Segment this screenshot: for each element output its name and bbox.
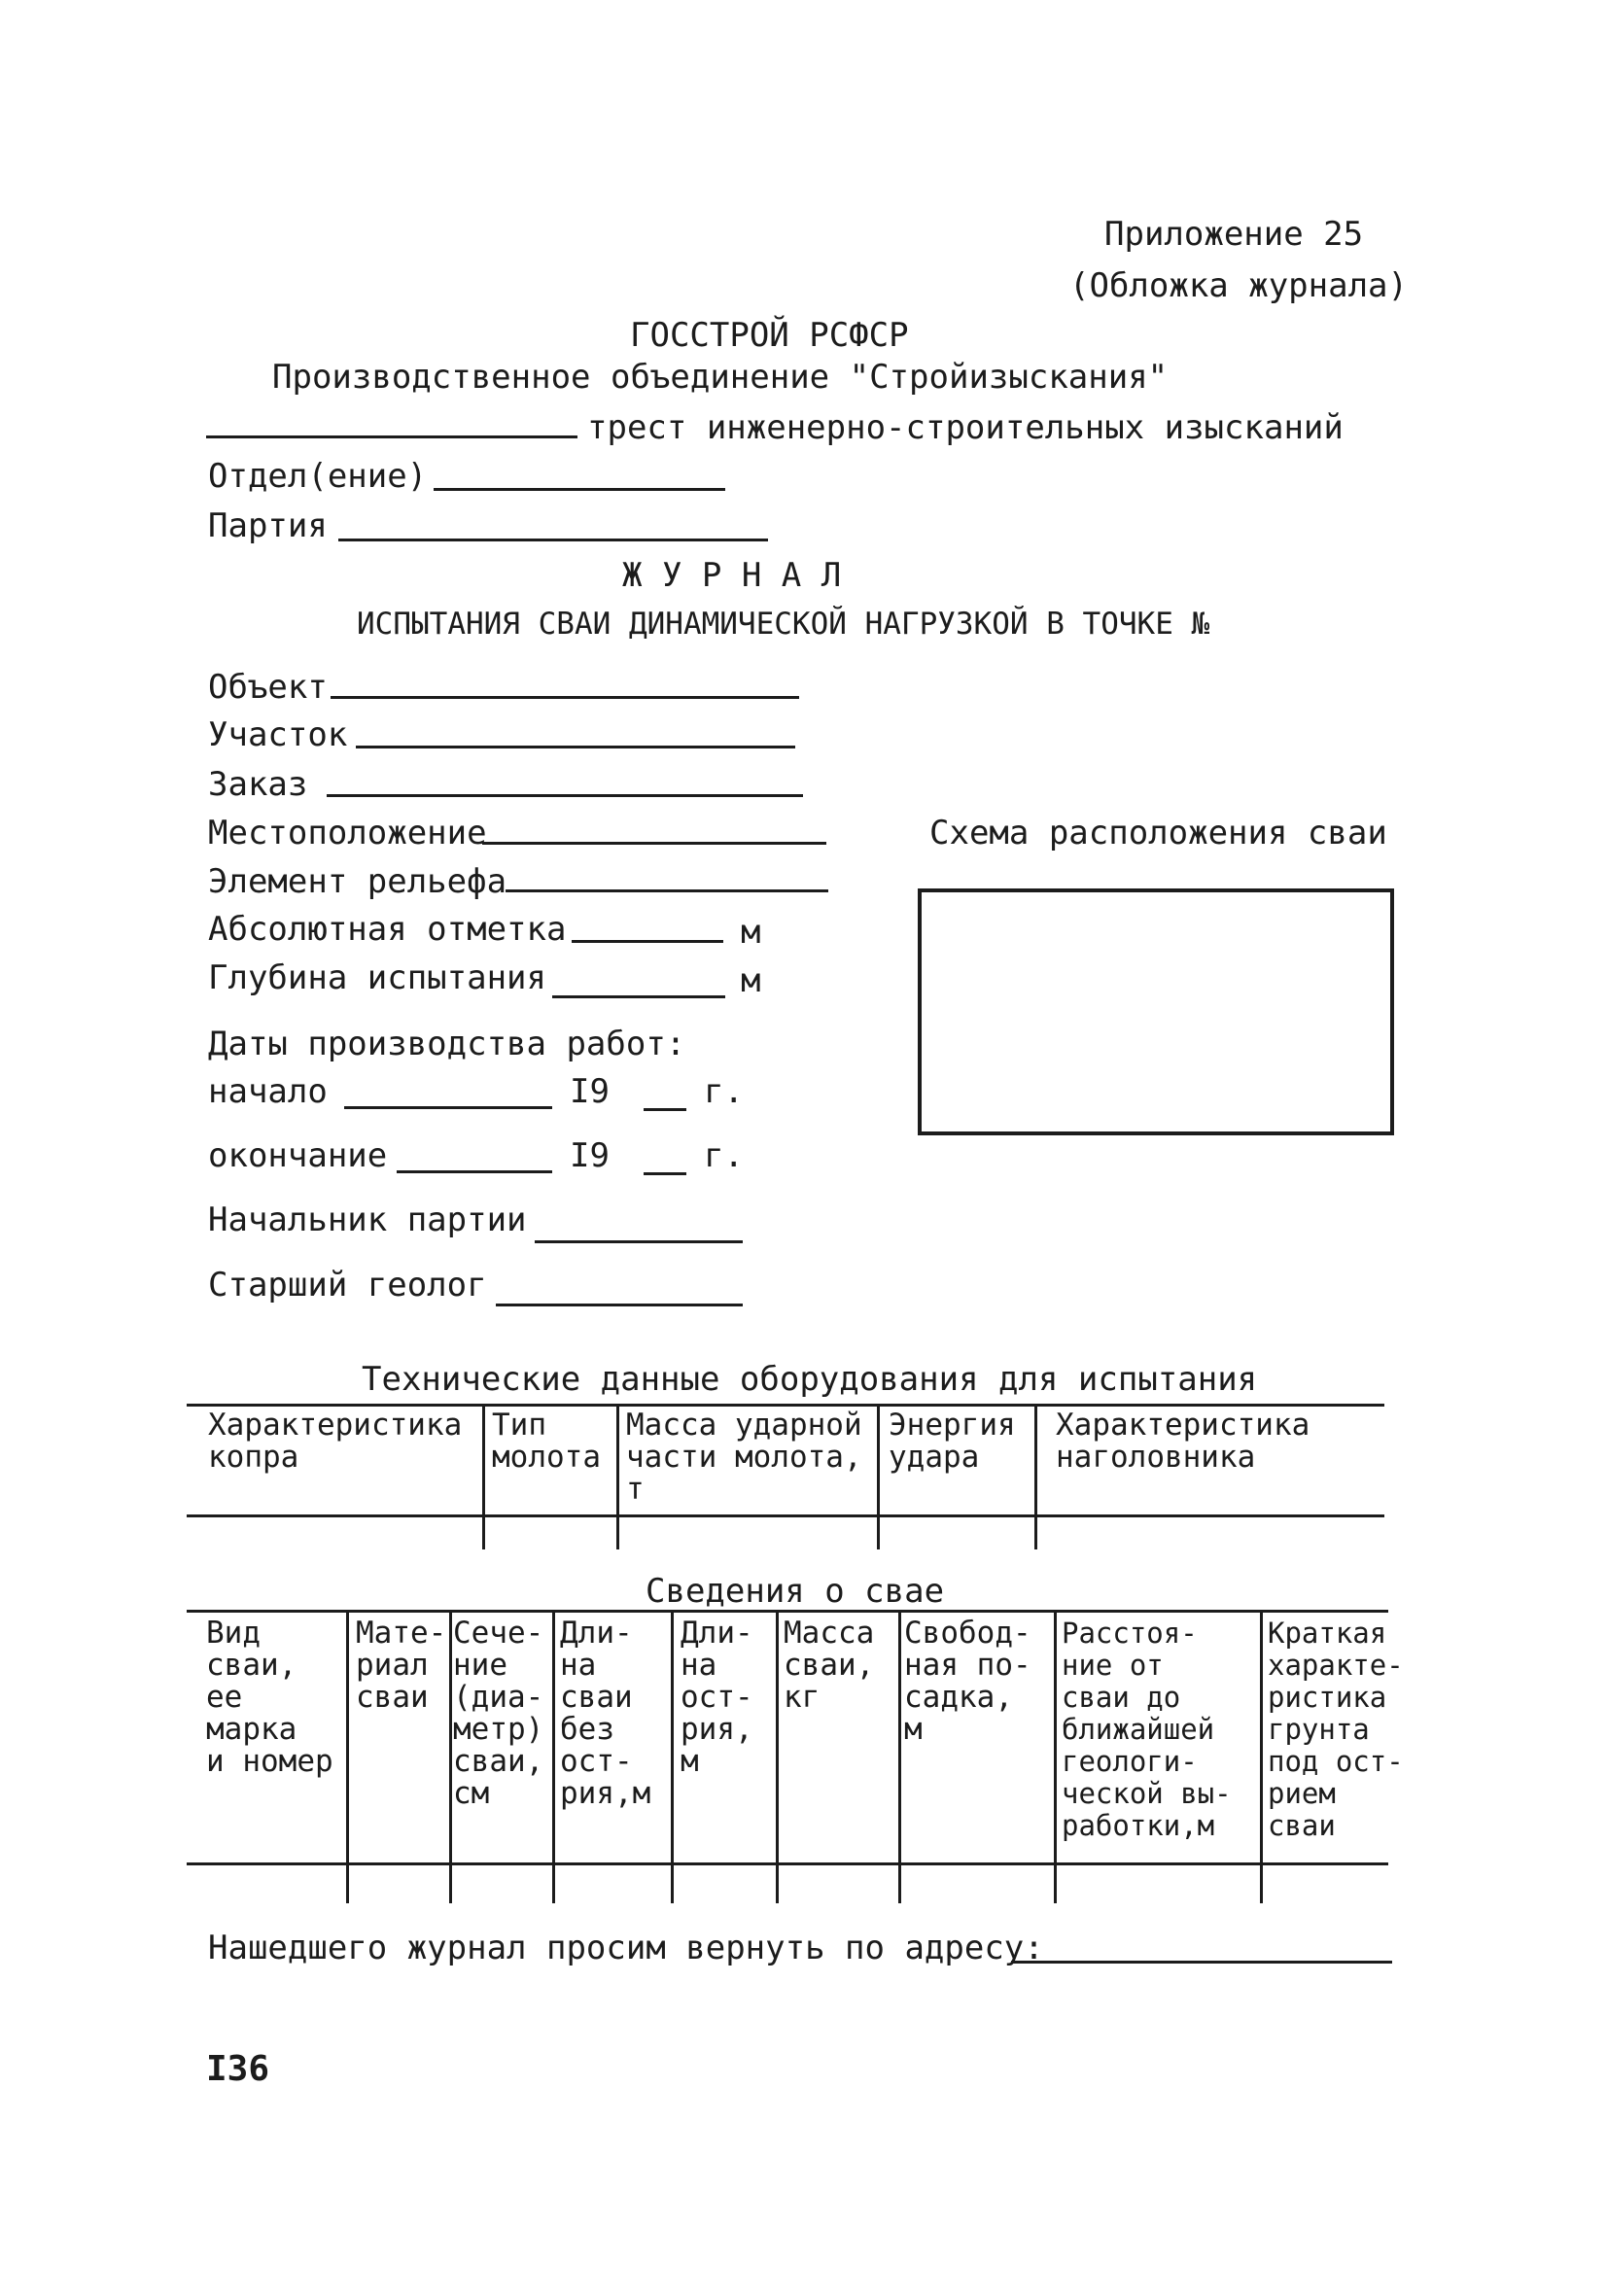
pile-col-divider [1054,1612,1057,1903]
return-address-blank-line[interactable] [1011,1961,1392,1964]
equipment-header-cell: Тип молота [492,1408,601,1475]
start-year-blank-line[interactable] [644,1108,686,1111]
equipment-col-divider [482,1406,485,1549]
page-number: I36 [206,2049,270,2089]
equipment-header-cell: Энергия удара [889,1408,1016,1475]
appendix-label: Приложение 25 [1104,215,1364,254]
abs-mark-label: Абсолютная отметка [208,910,567,949]
pile-header-cell: Свобод- ная по- садка, м [904,1616,1031,1747]
equipment-header-cell: Характеристика наголовника [1056,1408,1310,1475]
pile-table-top [187,1610,1388,1613]
pile-col-divider [552,1612,555,1903]
start-date-blank-line[interactable] [344,1106,552,1109]
end-year-prefix: I9 [570,1136,610,1175]
object-blank-line[interactable] [331,696,799,699]
org-subtitle: Производственное объединение "Стройизыскания" [272,358,1169,397]
pile-header-cell: Дли- на сваи без ост- рия,м [560,1616,651,1811]
depth-blank-line[interactable] [552,995,725,998]
journal-subtitle: ИСПЫТАНИЯ СВАИ ДИНАМИЧЕСКОЙ НАГРУЗКОЙ В ТОЧКЕ № [357,607,1210,642]
site-label: Участок [208,715,348,754]
department-blank-line[interactable] [434,488,725,491]
site-blank-line[interactable] [356,746,795,748]
relief-blank-line[interactable] [506,889,828,892]
pile-header-cell: Расстоя- ние от сваи до ближайшей геологи- ческой вы- работки,м [1062,1617,1232,1842]
pile-header-cell: Масса сваи, кг [784,1616,875,1715]
journal-title: Ж У Р Н А Л [622,556,842,595]
trust-label: трест инженерно-строительных изысканий [587,408,1344,447]
equipment-col-divider [1034,1406,1037,1549]
equipment-table-header-bottom [187,1514,1384,1517]
depth-unit: м [741,961,761,1000]
equipment-col-divider [616,1406,619,1549]
abs-mark-unit: м [741,913,761,952]
pile-col-divider [449,1612,452,1903]
relief-label: Элемент рельефа [208,862,507,901]
pile-col-divider [1260,1612,1263,1903]
trust-blank-line[interactable] [206,435,577,438]
location-blank-line[interactable] [482,842,826,845]
pile-col-divider [346,1612,349,1903]
equipment-title: Технические данные оборудования для испытания [362,1360,1258,1399]
location-label: Местоположение [208,814,487,852]
pile-title: Сведения о сваe [646,1572,945,1611]
org-title: ГОССТРОЙ РСФСР [630,316,909,355]
pile-col-divider [671,1612,674,1903]
order-blank-line[interactable] [327,794,803,797]
pile-table-header-bottom [187,1862,1388,1865]
start-year-prefix: I9 [570,1072,610,1111]
object-label: Объект [208,668,328,707]
end-date-blank-line[interactable] [397,1170,552,1173]
geologist-label: Старший геолог [208,1266,487,1305]
pile-header-cell: Сече- ние (диа- метр) сваи, см [453,1616,544,1811]
end-year-suffix: г. [704,1136,744,1175]
equipment-col-divider [877,1406,880,1549]
department-label: Отдел(ение) [208,457,428,496]
pile-header-cell: Вид сваи, ее марка и номер [206,1616,333,1779]
geologist-blank-line[interactable] [496,1304,743,1306]
pile-header-cell: Дли- на ост- рия, м [681,1616,753,1779]
start-date-label: начало [208,1072,328,1111]
pile-col-divider [898,1612,901,1903]
order-label: Заказ [208,765,308,804]
start-year-suffix: г. [704,1072,744,1111]
chief-blank-line[interactable] [535,1240,743,1243]
equipment-header-cell: Характеристика копра [208,1408,463,1475]
pile-col-divider [776,1612,779,1903]
end-date-label: окончание [208,1136,388,1175]
party-blank-line[interactable] [338,539,768,541]
chief-label: Начальник партии [208,1200,527,1239]
end-year-blank-line[interactable] [644,1172,686,1175]
scheme-caption: Схема расположения сваи [929,814,1387,852]
equipment-table-top [187,1404,1384,1407]
return-request-text: Нашедшего журнал просим вернуть по адресу: [208,1929,1044,1967]
depth-label: Глубина испытания [208,958,546,997]
party-label: Партия [208,506,328,545]
equipment-header-cell: Масса ударной части молота, т [626,1408,862,1507]
pile-header-cell: Краткая характе- ристика грунта под ост- рием сваи [1268,1617,1404,1842]
appendix-note: (Обложка журнала) [1069,266,1408,305]
dates-title: Даты производства работ: [208,1025,686,1063]
pile-header-cell: Мате- риал сваи [356,1616,447,1715]
scheme-box[interactable] [918,888,1394,1135]
abs-mark-blank-line[interactable] [572,940,723,943]
